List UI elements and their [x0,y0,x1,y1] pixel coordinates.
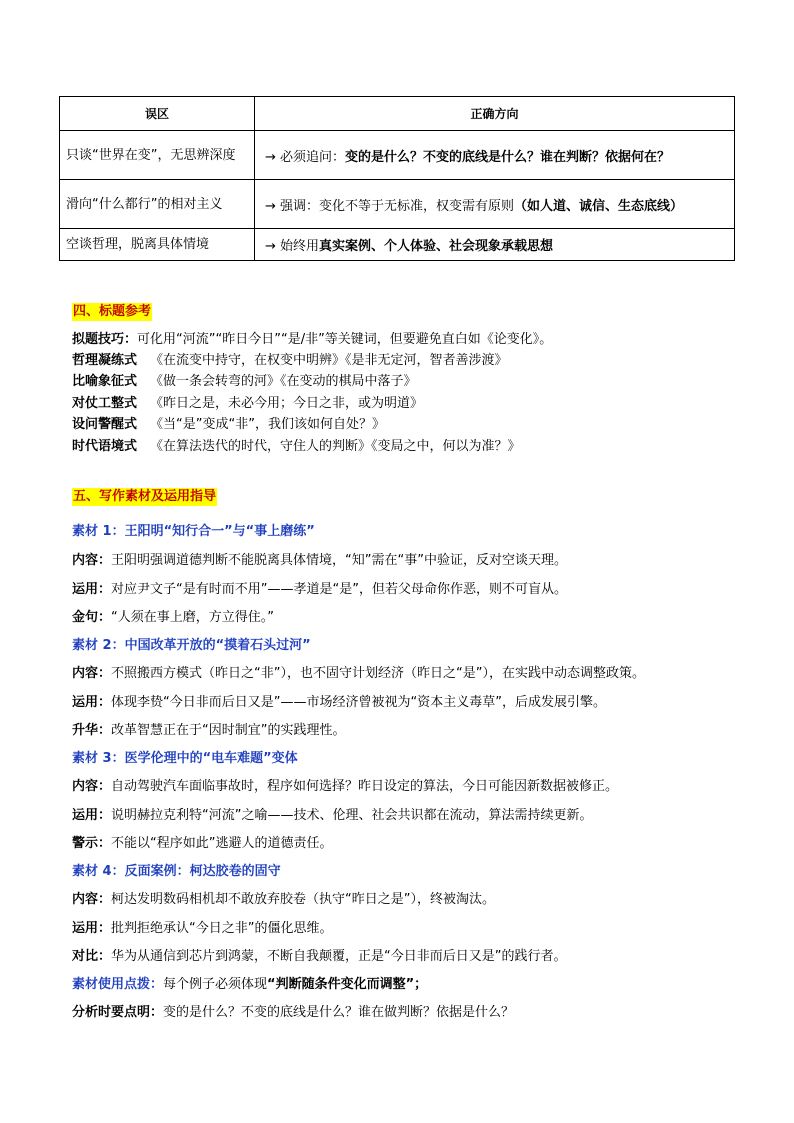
material-usage-line [72,919,333,939]
tip-label: 素材使用点拨： [72,977,164,992]
material-content-line [72,551,567,571]
line-label: 分析时要点明： [72,1005,164,1020]
line-label: 拟题技巧： [72,332,138,347]
table-row [60,229,735,261]
material-title: 中国改革开放的“摸着石头过河” [124,638,311,653]
line-text: 变的是什么？不变的底线是什么？谁在做判断？依据是什么？ [163,1005,515,1020]
table-row [60,180,735,229]
arrow-text: → 必须追问： [265,149,346,165]
line-label: 警示： [72,836,112,851]
line-text: 《昨日之是，未必今用；今日之非，或为明道》 [150,396,424,411]
material-quote-line [72,608,274,628]
material-sublimation-line [72,721,346,741]
line-label: 运用： [72,695,112,710]
line-text: 不能以“程序如此”逃避人的道德责任。 [111,836,333,851]
line-label: 运用： [72,582,112,597]
line-text: “人须在事上磨，方立得住。” [111,610,274,625]
line-label: 运用： [72,808,112,823]
line-text: 批判拒绝承认“今日之非”的僵化思维。 [111,921,333,936]
table-cell-direction [255,180,735,229]
line-label: 内容： [72,553,112,568]
material-usage-line [72,806,593,826]
material-3-heading [72,749,298,769]
table-cell-misconception: 只谈“世界在变”，无思辨深度 [60,131,255,180]
material-4-heading [72,862,281,882]
line-label: 内容： [72,666,112,681]
line-text: 对应尹文子“是有时而不用”——孝道是“是”，但若父母命你作恶，则不可盲从。 [111,582,567,597]
tip-emphasis: “判断随条件变化而调整” [267,977,415,992]
line-label: 运用： [72,921,112,936]
material-usage-line [72,693,606,713]
line-text: 自动驾驶汽车面临事故时，程序如何选择？昨日设定的算法，今日可能因新数据被修正。 [111,779,619,794]
line-text: 柯达发明数码相机却不敢放弃胶卷（执守“昨日之是”），终被淘汰。 [111,892,495,907]
line-text: 体现李贽“今日非而后日又是”——市场经济曾被视为“资本主义毒草”，后成发展引擎。 [111,695,606,710]
table-row [60,131,735,180]
line-label: 设问警醒式 [72,417,138,432]
material-content-line [72,664,645,684]
table-cell-direction [255,131,735,180]
table-cell-direction [255,229,735,261]
material-contrast-line [72,947,567,967]
material-title: 王阳明“知行合一”与“事上磨练” [124,524,315,539]
arrow-text: → 始终用 [265,239,320,254]
line-label: 内容： [72,892,112,907]
bold-text: 变的是什么？不变的底线是什么？谁在判断？依据何在？ [345,149,671,165]
misconception-table [59,96,735,261]
title-example-line [72,351,508,371]
title-example-line [72,394,423,414]
material-label: 素材 2： [72,638,125,653]
material-warning-line [72,834,333,854]
table-cell-misconception: 滑向“什么都行”的相对主义 [60,180,255,229]
line-text: 《当“是”变成“非”，我们该如何自处？》 [150,417,385,432]
line-text: 改革智慧正在于“因时制宜”的实践理性。 [111,723,346,738]
line-text: 《在算法迭代的时代，守住人的判断》《变局之中，何以为准？》 [150,439,521,454]
title-example-line [72,437,521,457]
line-label: 内容： [72,779,112,794]
table-header-correct-direction: 正确方向 [255,97,735,131]
material-usage-tip [72,975,427,995]
line-label: 升华： [72,723,112,738]
line-text: 不照搬西方模式（昨日之“非”），也不固守计划经济（昨日之“是”），在实践中动态调整政策。 [111,666,645,681]
material-2-heading [72,636,311,656]
tip-end: ； [414,977,428,992]
line-label: 时代语境式 [72,439,138,454]
table-header-misconception: 误区 [60,97,255,131]
title-tip-line [72,330,552,350]
material-usage-line [72,580,567,600]
table-cell-misconception: 空谈哲理，脱离具体情境 [60,229,255,261]
material-label: 素材 4： [72,864,125,879]
material-label: 素材 3： [72,751,125,766]
section-4-heading: 四、标题参考 [73,304,152,319]
line-text: 王阳明强调道德判断不能脱离具体情境，“知”需在“事”中验证，反对空谈天理。 [111,553,567,568]
material-title: 反面案例：柯达胶卷的固守 [124,864,281,879]
section-5-heading: 五、写作素材及运用指导 [73,489,217,504]
material-label: 素材 1： [72,524,125,539]
title-example-line [72,372,417,392]
arrow-text: → 强调： [265,198,320,214]
line-text: 华为从通信到芯片到鸿蒙，不断自我颠覆，正是“今日非而后日又是”的践行者。 [111,949,567,964]
tip-text: 每个例子必须体现 [163,977,268,992]
material-1-heading [72,522,315,542]
line-text: 《做一条会转弯的河》《在变动的棋局中落子》 [150,374,417,389]
plain-text: 变化不等于无标准，权变需有原则 [319,198,515,214]
bold-text: （如人道、诚信、生态底线） [514,198,684,214]
line-text: 说明赫拉克利特“河流”之喻——技术、伦理、社会共识都在流动，算法需持续更新。 [111,808,593,823]
line-text: 可化用“河流”“昨日今日”“是/非”等关键词，但要避免直白如《论变化》。 [137,332,553,347]
line-label: 比喻象征式 [72,374,138,389]
line-label: 对仗工整式 [72,396,138,411]
line-label: 金句： [72,610,112,625]
material-title: 医学伦理中的“电车难题”变体 [124,751,298,766]
material-content-line [72,777,618,797]
title-example-line [72,415,385,435]
table-header-row [60,97,735,131]
bold-text: 真实案例、个人体验、社会现象承载思想 [319,239,554,254]
analysis-point-line [72,1003,514,1023]
line-text: 《在流变中持守，在权变中明辨》《是非无定河，智者善涉渡》 [150,353,508,368]
line-label: 哲理凝练式 [72,353,138,368]
line-label: 对比： [72,949,112,964]
material-content-line [72,890,495,910]
